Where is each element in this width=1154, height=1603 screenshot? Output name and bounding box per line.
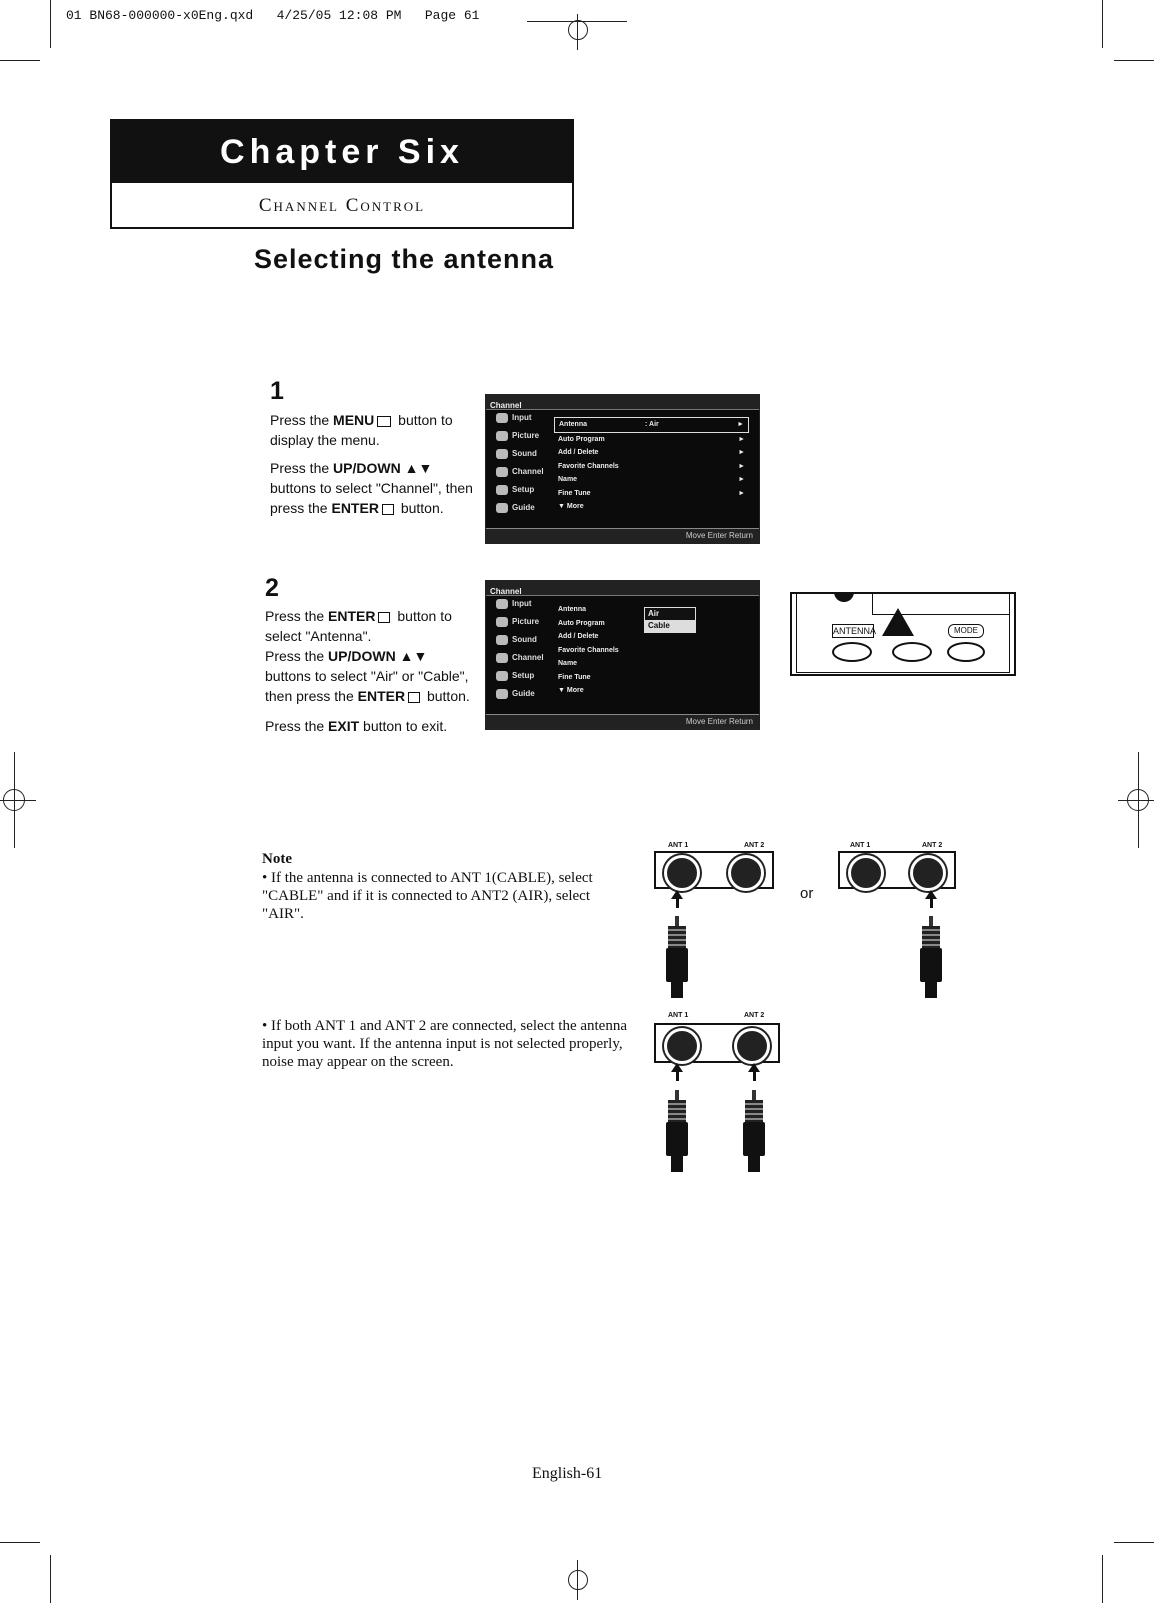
osd-item: ▼ More <box>558 687 584 694</box>
text: Press the <box>265 648 329 664</box>
osd-item: Favorite Channels ► <box>558 462 745 470</box>
crop-mark <box>1114 1542 1154 1543</box>
osd-menu-antenna-select <box>485 580 760 730</box>
osd-header: Channel <box>490 587 522 596</box>
sound-icon <box>496 449 508 459</box>
step-2-number: 2 <box>265 574 279 602</box>
coax-cable <box>920 916 942 998</box>
crop-mark <box>527 21 627 22</box>
enter-key: ENTER <box>357 688 406 704</box>
jack-label-ant2: ANT 2 <box>744 842 765 849</box>
registration-mark <box>3 789 25 811</box>
osd-sidebar-item: Input <box>486 595 552 613</box>
arrow-stem <box>676 1071 679 1081</box>
osd-item: Fine Tune <box>558 673 591 681</box>
crop-mark <box>50 0 51 48</box>
input-icon <box>496 599 508 609</box>
enter-key: ENTER <box>328 608 376 624</box>
osd-item-antenna: Antenna : Air ► <box>554 417 749 433</box>
picture-icon <box>496 431 508 441</box>
channel-icon <box>496 467 508 477</box>
step-1-number: 1 <box>270 377 284 405</box>
crop-mark <box>1102 1555 1103 1603</box>
file-slug: 01 BN68-000000-x0Eng.qxd 4/25/05 12:08 PM Page 61 <box>66 8 480 23</box>
text: button. <box>423 688 470 704</box>
crop-mark <box>0 60 40 61</box>
jack-label-ant2: ANT 2 <box>744 1012 765 1019</box>
popup-option-cable: Cable <box>645 620 695 632</box>
text: button. <box>396 500 444 516</box>
chapter-header <box>110 119 574 229</box>
coax-cable <box>666 916 688 998</box>
enter-icon <box>408 692 420 703</box>
text: Press the <box>270 460 334 476</box>
coax-cable <box>743 1090 765 1172</box>
osd-item: Name <box>558 660 578 667</box>
osd-item: Antenna <box>558 606 586 613</box>
mode-button <box>947 642 985 662</box>
remote-control-detail <box>790 592 1016 676</box>
coax-cable <box>666 1090 688 1172</box>
text: Press the <box>265 608 329 624</box>
remote-button <box>892 642 932 662</box>
setup-icon <box>496 671 508 681</box>
osd-sidebar <box>486 409 552 529</box>
osd-sidebar-item: Sound <box>486 631 552 649</box>
menu-key: MENU <box>333 412 375 428</box>
osd-menu-channel <box>485 394 760 544</box>
note-heading: Note <box>262 851 292 867</box>
or-label: or <box>800 885 814 902</box>
ant1-jack <box>848 855 884 891</box>
crop-mark <box>50 1555 51 1603</box>
osd-item: Auto Program <box>558 619 605 627</box>
osd-item-list <box>554 417 749 514</box>
jack-label-ant1: ANT 1 <box>668 1012 689 1019</box>
osd-sidebar-item: Picture <box>486 613 552 631</box>
menu-icon <box>377 416 391 427</box>
enter-key: ENTER <box>331 500 379 516</box>
crop-mark <box>0 1542 40 1543</box>
text: buttons to select "Air" or "Cable", then press the <box>265 668 469 704</box>
antenna-jack-panel <box>654 1023 780 1063</box>
channel-icon <box>496 653 508 663</box>
up-down-key: UP/DOWN ▲▼ <box>328 648 428 664</box>
osd-item: Add / Delete ► <box>558 449 745 456</box>
enter-icon <box>382 504 394 515</box>
page-number: English-61 <box>532 1465 603 1482</box>
section-title: Selecting the antenna <box>254 244 555 274</box>
chapter-subtitle: Channel Control <box>258 195 426 216</box>
ant2-jack <box>728 855 764 891</box>
registration-mark <box>568 20 588 40</box>
osd-footer: Move Enter Return <box>486 528 759 543</box>
arrow-stem <box>930 898 933 908</box>
antenna-label: ANTENNA <box>833 626 877 636</box>
osd-sidebar-item: Channel <box>486 463 552 481</box>
osd-item: Fine Tune ► <box>558 489 745 497</box>
osd-item: ▼ More <box>558 503 584 510</box>
step-1-text <box>270 410 480 526</box>
registration-mark <box>1127 789 1149 811</box>
osd-header-bar <box>486 395 759 410</box>
osd-item: Add / Delete <box>558 633 599 640</box>
osd-header: Channel <box>490 401 522 410</box>
text: Press the <box>270 412 334 428</box>
osd-sidebar <box>486 595 552 715</box>
setup-icon <box>496 485 508 495</box>
guide-icon <box>496 503 508 513</box>
crop-mark <box>1114 60 1154 61</box>
jack-label-ant2: ANT 2 <box>922 842 943 849</box>
crop-mark <box>1102 0 1103 48</box>
up-down-key: UP/DOWN ▲▼ <box>333 460 433 476</box>
text: button to display the menu. <box>270 412 453 448</box>
arrow-stem <box>676 898 679 908</box>
antenna-popup <box>644 607 696 633</box>
osd-sidebar-item: Guide <box>486 499 552 517</box>
ant1-jack <box>664 1028 700 1064</box>
chapter-title: Chapter Six <box>112 121 572 183</box>
guide-icon <box>496 689 508 699</box>
ant1-jack <box>664 855 700 891</box>
osd-sidebar-item: Setup <box>486 481 552 499</box>
pointer-arrow-icon <box>882 608 914 636</box>
enter-icon <box>378 612 390 623</box>
jack-label-ant1: ANT 1 <box>850 842 871 849</box>
osd-footer: Move Enter Return <box>486 714 759 729</box>
jack-label-ant1: ANT 1 <box>668 842 689 849</box>
antenna-button <box>832 642 872 662</box>
registration-mark <box>568 1570 588 1590</box>
input-icon <box>496 413 508 423</box>
osd-sidebar-item: Input <box>486 409 552 427</box>
text: Press the <box>265 718 329 734</box>
osd-header-bar <box>486 581 759 596</box>
exit-key: EXIT <box>328 718 360 734</box>
arrow-stem <box>753 1071 756 1081</box>
osd-sidebar-item: Setup <box>486 667 552 685</box>
step-2-text <box>265 606 475 744</box>
osd-sidebar-item: Guide <box>486 685 552 703</box>
note-bullet-2: • If both ANT 1 and ANT 2 are connected, select the antenna input you want. If the antenna input is not selected properly, noise may appear on the screen. <box>262 1018 627 1070</box>
sound-icon <box>496 635 508 645</box>
osd-item: Name ► <box>558 476 745 483</box>
text: button to exit. <box>359 718 448 734</box>
osd-sidebar-item: Picture <box>486 427 552 445</box>
text: button to select "Antenna". <box>265 608 452 644</box>
antenna-jack-panel <box>838 851 956 889</box>
note-bullet-1: • If the antenna is connected to ANT 1(CABLE), select "CABLE" and if it is connected to ANT2 (AIR), select "AIR". <box>262 870 593 922</box>
mode-label: MODE <box>948 624 984 638</box>
antenna-jack-panel <box>654 851 774 889</box>
ant2-jack <box>734 1028 770 1064</box>
osd-sidebar-item: Channel <box>486 649 552 667</box>
osd-item: Auto Program ► <box>558 435 745 443</box>
osd-item: Favorite Channels <box>558 646 619 654</box>
osd-sidebar-item: Sound <box>486 445 552 463</box>
text: buttons to select "Channel", then press the <box>270 480 473 516</box>
picture-icon <box>496 617 508 627</box>
popup-option-air: Air <box>648 609 660 618</box>
ant2-jack <box>910 855 946 891</box>
